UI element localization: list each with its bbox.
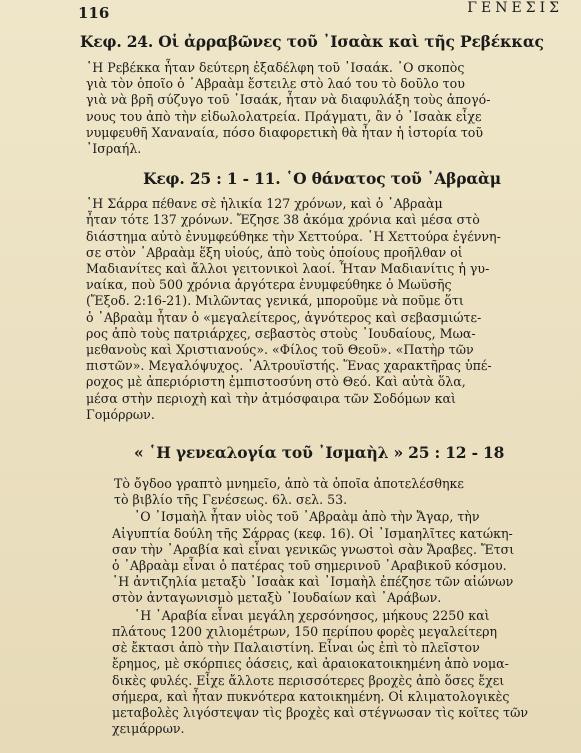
text-line: ἦταν τότε 137 χρόνων. Ἔζησε 38 ἀκόμα χρόνια καὶ μέσα στὸ [86, 212, 480, 228]
text-line: νυμφευθῆ Χαναναία, πόσο διαφορετικὴ θὰ ἦταν ἡ ἱστορία τοῦ [86, 124, 484, 140]
text-line: ῾Η Ρεβέκκα ἦταν δεύτερη ἐξαδέλφη τοῦ ᾿Ισαάκ. ᾿Ο σκοπὸς [86, 60, 465, 75]
text-line: σαν τὴν ᾿Αραβία καὶ εἶναι γενικῶς γνωστοὶ σὰν Ἄραβες. Ἔτσι [112, 541, 515, 557]
text-line: Γομόρρων. [86, 406, 155, 422]
text-line: νους του ἀπὸ τὴν εἰδωλολατρεία. Πράγματι, ἂν ὁ ᾿Ισαὰκ εἶχε [86, 108, 482, 124]
running-head: ΓΕΝΕΣΙΣ [467, 0, 563, 16]
chapter-25-heading: Κεφ. 25 : 1 - 11. ῾Ο θάνατος τοῦ ᾿Αβραὰμ [143, 169, 501, 189]
text-line: ἔρημος, μὲ σκόρπιες ὀάσεις, καὶ ἀραιοκατοικημένη ἀπὸ νομα- [112, 656, 509, 672]
genealogy-heading: « ῾Η γενεαλογία τοῦ ᾿Ισμαὴλ » 25 : 12 - 18 [134, 443, 505, 463]
text-line: ᾿Ο ᾿Ισμαὴλ ἦταν υἱὸς τοῦ ᾿Αβραὰμ ἀπὸ τὴν Ἄγαρ, τὴν [134, 509, 480, 525]
text-line: μεταβολὲς λιγόστεψαν τὶς βροχὲς καὶ στέγνωσαν τὶς κοῖτες τῶν [112, 704, 529, 720]
genealogy-paragraph-2 [112, 509, 554, 606]
text-line: σὲ ἔκτασι ἀπὸ τὴν Παλαιστίνη. Εἶναι ὡς ἐπὶ τὸ πλεῖστον [112, 640, 480, 656]
text-line: (Ἔξοδ. 2:16-21). Μιλῶντας γενικά, μποροῦμε νὰ ποῦμε ὅτι [86, 293, 464, 309]
text-line: πιστῶν». Μεγαλόψυχος. ᾿Αλτρουϊστής. Ἕνας χαρακτῆρας ὑπέ- [86, 358, 492, 374]
text-line: Αἰγυπτία δούλη τῆς Σάρρας (κεφ. 16). Οἱ ᾿Ισμαηλῖτες κατώκη- [112, 525, 513, 541]
text-line: τὸ βιβλίο τῆς Γενέσεως. 6λ. σελ. 53. [114, 492, 348, 508]
text-line: μέσα στὴν περιοχὴ καὶ τὴν ἀτμόσφαιρα τῶν Σοδόμων καὶ [86, 390, 456, 406]
genealogy-paragraph-1 [114, 476, 554, 508]
text-line: ῾Η ᾿Αραβία εἶναι μεγάλη χερσόνησος, μήκους 2250 καὶ [134, 607, 490, 623]
text-line: διάστημα αὐτὸ ἐνυμφεύθηκε τὴν Χεττούρα. ῾Η Χεττούρα ἐγέννη- [86, 228, 501, 244]
text-line: ὁ ᾿Αβραὰμ ἦταν ὁ «μεγαλείτερος, ἁγνότερος καὶ σεβασμιώτε- [86, 309, 482, 325]
page-body [76, 28, 554, 737]
text-line: δικὲς φυλές. Εἶχε ἄλλοτε περισσότερες βροχὲς ἀπὸ ὅσες ἔχει [112, 672, 505, 688]
chapter-25-paragraph [86, 196, 554, 423]
text-line: πλάτους 1200 χιλιομέτρων, 150 περίπου φορὲς μεγαλείτερη [112, 623, 498, 639]
text-line: ρος ἀπὸ τοὺς πατριάρχες, σεβαστὸς στοὺς ᾿Ιουδαίους, Μωα- [86, 325, 476, 341]
text-line: ῾Η Σάρρα πέθανε σὲ ἡλικία 127 χρόνων, καὶ ὁ ᾿Αβραὰμ [86, 196, 443, 212]
chapter-24-heading: Κεφ. 24. Οἱ ἀρραβῶνες τοῦ ᾿Ισαὰκ καὶ τῆς Ρεβέκκας [80, 32, 544, 51]
text-line: γιὰ νὰ βρῆ σύζυγο τοῦ ᾿Ισαάκ, ἦταν νὰ διαφυλάξη τοὺς ἀπογό- [86, 92, 491, 108]
text-line: ὁ ᾿Αβραὰμ εἶναι ὁ πατέρας τοῦ σημερινοῦ ᾿Αραβικοῦ κόσμου. [112, 558, 507, 574]
text-line: χειμάρρων. [112, 721, 185, 737]
text-line: Τὸ ὄγδοο γραπτὸ μνημεῖο, ἀπὸ τὰ ὁποῖα ἀποτελέσθηκε [114, 476, 464, 492]
text-line: ναίκα, ποὺ 500 χρόνια ἀργότερα ἐνυμφεύθηκε ὁ Μωϋσῆς [86, 277, 452, 293]
text-line: γιὰ τὸν ὁποῖο ὁ ᾿Αβραὰμ ἔστειλε στὸ λαό του τὸ δοῦλο του [86, 76, 465, 92]
text-line: ᾿Ισραήλ. [86, 141, 142, 157]
text-line: σε στὸν ᾿Αβραὰμ ἕξη υἱούς, ἀπὸ τοὺς ὁποίους προῆλθαν οἱ [86, 244, 463, 260]
text-line: ροχος μὲ ἀπεριόριστη ἐμπιστοσύνη στὸ Θεό. Καὶ αὐτὰ ὅλα, [86, 374, 466, 390]
chapter-24-paragraph [86, 60, 554, 157]
text-line: ῾Η ἀντιζηλία μεταξὺ ᾿Ισαὰκ καὶ ᾿Ισμαὴλ ἐπέζησε τῶν αἰώνων [112, 574, 514, 590]
page-number: 116 [78, 4, 110, 22]
text-line: μεθανοὺς καὶ Χριστιανούς». «Φίλος τοῦ Θεοῦ». «Πατὴρ τῶν [86, 342, 474, 358]
text-line: σήμερα, καὶ ἦταν πυκνότερα κατοικημένη. Οἱ κλιματολογικὲς [112, 688, 510, 704]
genealogy-paragraph-3 [112, 608, 554, 738]
text-line: στὸν ἀνταγωνισμὸ μεταξὺ ᾿Ιουδαίων καὶ ᾿Αράβων. [112, 590, 442, 606]
text-line: Μαδιανίτες καὶ ἄλλοι γειτονικοὶ λαοί. Ἦταν Μαδιανίτις ἡ γυ- [86, 261, 490, 277]
